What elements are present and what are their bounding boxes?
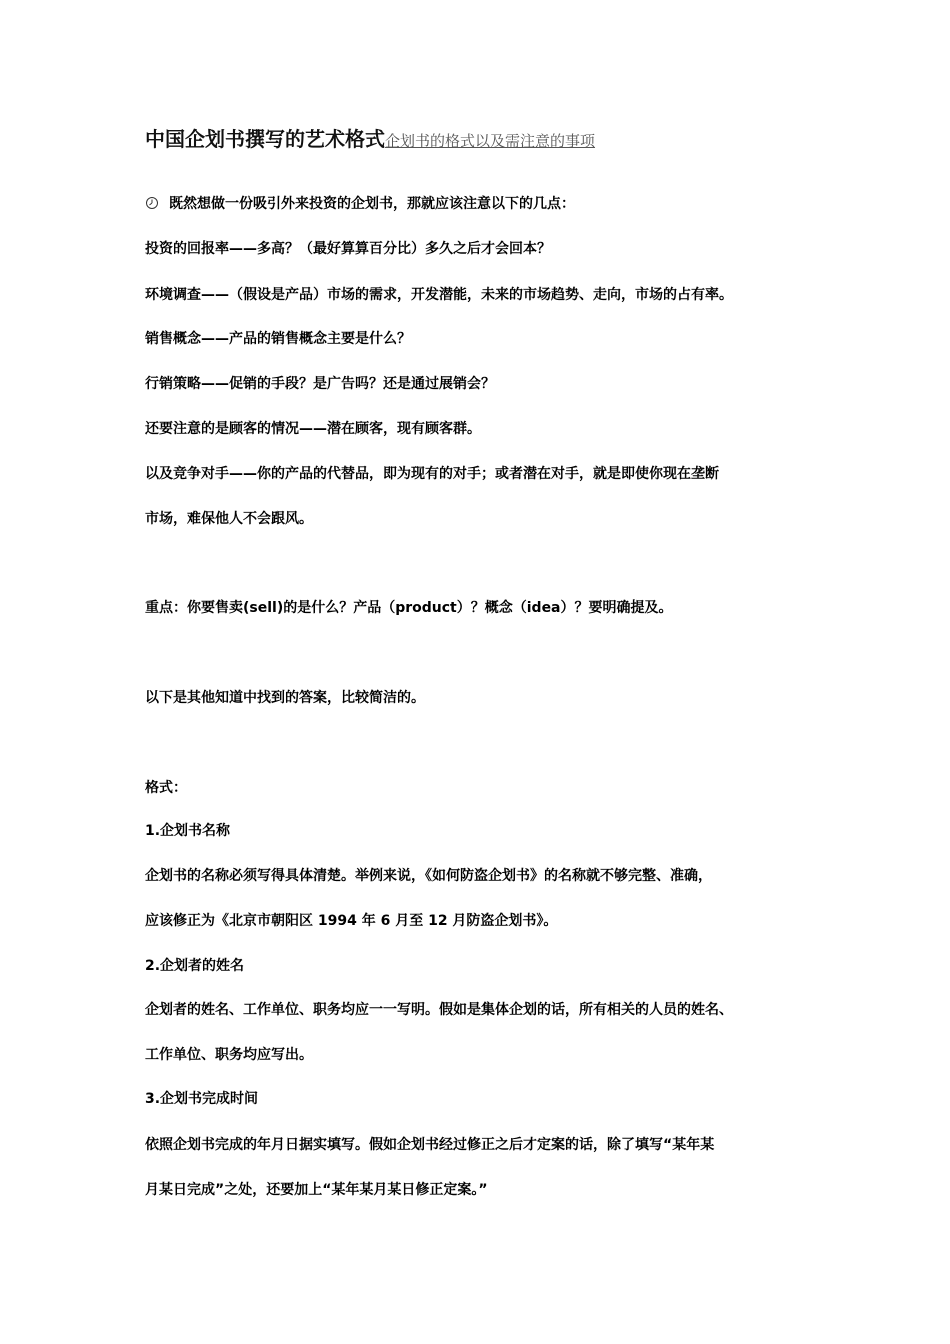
key-point: 重点：你要售卖(sell)的是什么？产品（product）？概念（idea）？要明确提及。: [145, 600, 673, 616]
section-heading-1: 1.企划书名称: [145, 823, 231, 839]
point-roi: 投资的回报率——多高？（最好算算百分比）多久之后才会回本？: [145, 241, 551, 257]
point-environment: 环境调查——（假设是产品）市场的需求，开发潜能，未来的市场趋势、走向，市场的占有率。: [145, 287, 733, 303]
document-title: 中国企划书撰写的艺术格式: [145, 127, 385, 151]
document-title-link[interactable]: 企划书的格式以及需注意的事项: [385, 132, 596, 150]
point-sales-concept: 销售概念——产品的销售概念主要是什么？: [145, 331, 411, 347]
point-marketing: 行销策略——促销的手段？是广告吗？还是通过展销会？: [145, 376, 495, 392]
answer-intro: 以下是其他知道中找到的答案，比较简洁的。: [145, 690, 425, 706]
point-competitors: 以及竞争对手——你的产品的代替品，即为现有的对手；或者潜在对手，就是即使你现在垄断: [145, 466, 719, 482]
section-1-line-1: 企划书的名称必须写得具体清楚。举例来说，《如何防盗企划书》的名称就不够完整、准确，: [145, 868, 712, 884]
format-heading: 格式：: [145, 780, 187, 796]
point-customers: 还要注意的是顾客的情况——潜在顾客，现有顾客群。: [145, 421, 481, 437]
section-heading-3: 3.企划书完成时间: [145, 1091, 259, 1107]
section-2-line-2: 工作单位、职务均应写出。: [145, 1047, 313, 1063]
intro-text: 既然想做一份吸引外来投资的企划书，那就应该注意以下的几点：: [169, 196, 575, 212]
intro-line: [145, 194, 575, 214]
section-heading-2: 2.企划者的姓名: [145, 958, 245, 974]
section-1-line-2: 应该修正为《北京市朝阳区 1994 年 6 月至 12 月防盗企划书》。: [145, 913, 558, 929]
section-3-line-1: 依照企划书完成的年月日据实填写。假如企划书经过修正之后才定案的话，除了填写“某年某: [145, 1137, 715, 1153]
document-title-line: [145, 124, 595, 156]
clock-icon: [145, 196, 159, 210]
section-2-line-1: 企划者的姓名、工作单位、职务均应一一写明。假如是集体企划的话，所有相关的人员的姓名、: [145, 1002, 733, 1018]
point-competitors-continued: 市场，难保他人不会跟风。: [145, 511, 313, 527]
section-3-line-2: 月某日完成”之处，还要加上“某年某月某日修正定案。”: [145, 1182, 488, 1198]
